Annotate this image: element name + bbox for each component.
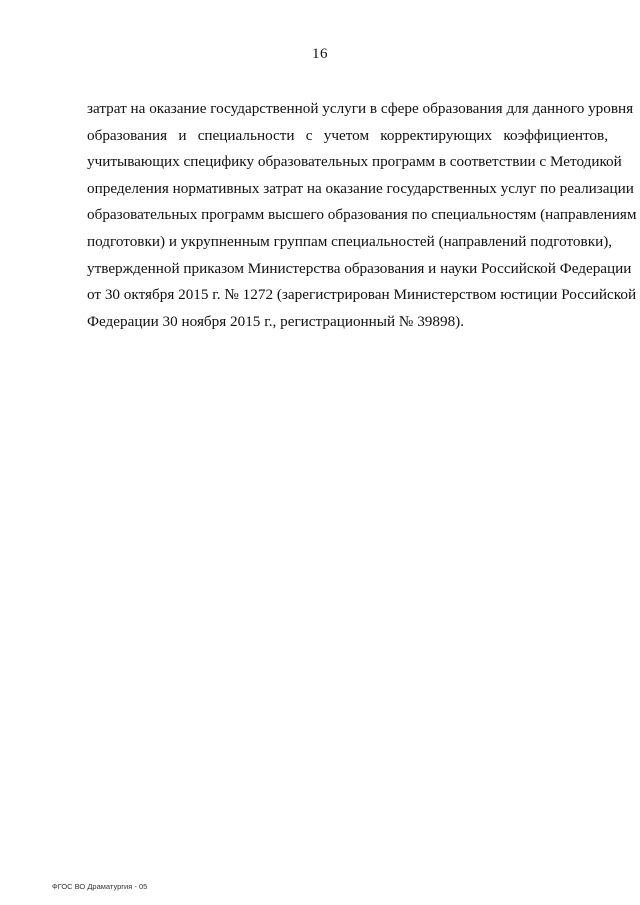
- paragraph-line: учитывающих специфику образовательных программ в соответствии с Методикой: [87, 153, 622, 171]
- paragraph-line: Федерации 30 ноября 2015 г., регистрационный № 39898).: [87, 312, 465, 330]
- paragraph-line: образовательных программ высшего образования по специальностям (направлениям: [87, 206, 637, 224]
- paragraph-line: от 30 октября 2015 г. № 1272 (зарегистрирован Министерством юстиции Российской: [87, 286, 637, 304]
- paragraph-line: утвержденной приказом Министерства образования и науки Российской Федерации: [87, 259, 632, 277]
- paragraph-line: определения нормативных затрат на оказание государственных услуг по реализации: [87, 179, 634, 197]
- page-number: 16: [312, 46, 328, 62]
- paragraph-line: затрат на оказание государственной услуги в сфере образования для данного уровня: [87, 100, 634, 117]
- document-footer: ФГОС ВО Драматургия - 05: [52, 882, 148, 891]
- paragraph-line: подготовки) и укрупненным группам специальностей (направлений подготовки),: [87, 232, 613, 250]
- body-paragraph: [87, 96, 637, 335]
- paragraph-line: образования и специальности с учетом корректирующих коэффициентов,: [87, 126, 608, 144]
